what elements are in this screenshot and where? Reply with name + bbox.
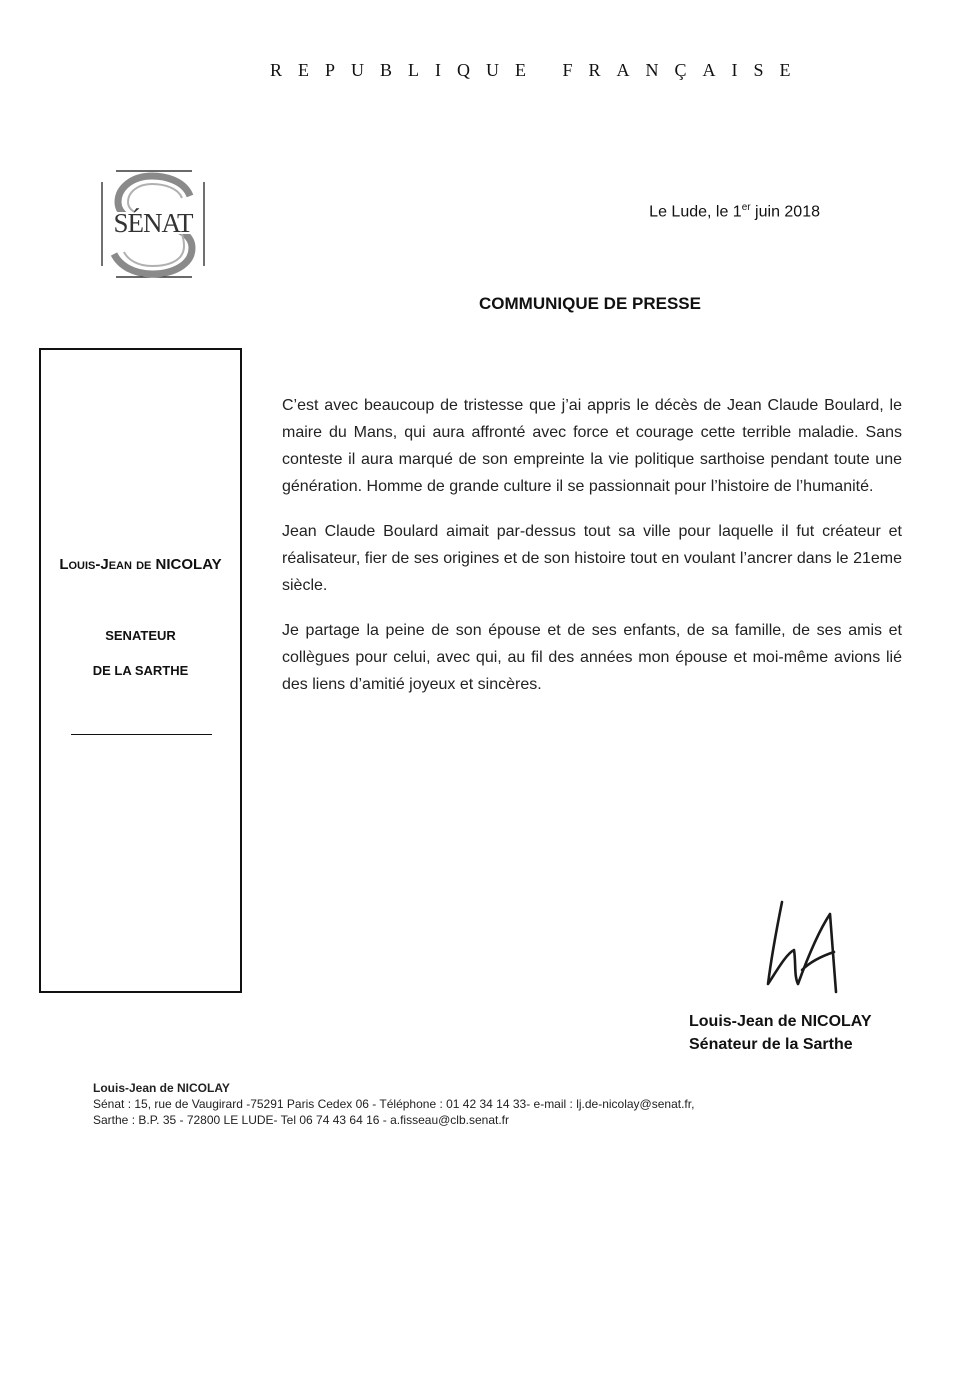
sidebar-role-line1: SENATEUR [105, 628, 176, 643]
letter-date [600, 202, 820, 221]
senat-logo-text: SÉNAT [113, 208, 193, 238]
date-suffix: juin 2018 [750, 203, 820, 221]
footer-contact [93, 1080, 793, 1128]
press-release-title: COMMUNIQUE DE PRESSE [479, 294, 701, 313]
sidebar-sender-name: Louis-Jean de NICOLAY [59, 556, 222, 573]
sender-sidebar [39, 348, 242, 993]
handwritten-signature [690, 892, 900, 1002]
senat-logo [94, 168, 212, 278]
sidebar-divider [71, 734, 212, 735]
republique-francaise-header: REPUBLIQUE FRANÇAISE [270, 60, 807, 80]
letter-body [282, 392, 902, 716]
footer-paris-address: Sénat : 15, rue de Vaugirard -75291 Paris Cedex 06 - Téléphone : 01 42 34 14 33- e-mail : lj.de-nicolay@senat.fr, [93, 1097, 695, 1111]
sidebar-role-line2: DE LA SARTHE [92, 663, 189, 678]
footer-name: Louis-Jean de NICOLAY [93, 1081, 230, 1095]
signatory-name: Louis-Jean de NICOLAY [689, 1013, 872, 1030]
body-paragraph: Jean Claude Boulard aimait par-dessus tout sa ville pour laquelle il fut créateur et réalisateur, fier de ses origines et de son histoire tout en voulant l’ancrer dans le 21eme siècle. [282, 523, 902, 594]
body-paragraph: C’est avec beaucoup de tristesse que j’ai appris le décès de Jean Claude Boulard, le maire du Mans, qui aura affronté avec force et courage cette terrible maladie. Sans conteste il aura marqué de son empreinte la vie politique sarthoise pendant toute une génération. Homme de grande culture il se passionnait pour l’histoire de l’humanité. [282, 397, 902, 495]
date-superscript: er [741, 202, 751, 213]
date-prefix: Le Lude, le 1 [649, 203, 742, 221]
body-paragraph: Je partage la peine de son épouse et de ses enfants, de sa famille, de ses amis et collègues pour celui, avec qui, au fil des années mon épouse et moi-même avions lié des liens d’amitié joyeux et sincères. [282, 622, 902, 693]
footer-sarthe-address: Sarthe : B.P. 35 - 72800 LE LUDE- Tel 06 74 43 64 16 - a.fisseau@clb.senat.fr [93, 1113, 509, 1127]
signatory-role: Sénateur de la Sarthe [689, 1036, 853, 1053]
